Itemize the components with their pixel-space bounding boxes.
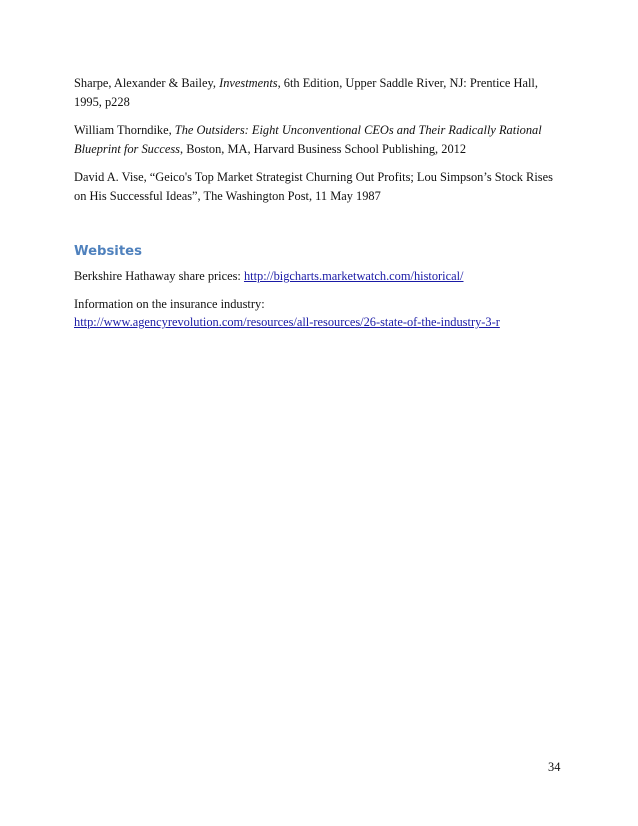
reference-vise bbox=[74, 168, 574, 205]
reference-sharpe bbox=[74, 74, 574, 111]
reference-title-continued: Blueprint for Success bbox=[74, 141, 180, 156]
website-label: Information on the insurance industry: bbox=[74, 297, 265, 311]
website-line bbox=[74, 267, 574, 285]
website-berkshire bbox=[74, 267, 574, 285]
reference-authors: Sharpe, Alexander & Bailey, bbox=[74, 76, 220, 90]
reference-line bbox=[74, 121, 574, 140]
reference-details-continued: 1995, p228 bbox=[74, 94, 130, 109]
reference-details: , 6th Edition, Upper Saddle River, NJ: Prentice Hall, bbox=[277, 76, 538, 90]
bigcharts-link[interactable]: http://bigcharts.marketwatch.com/historical/ bbox=[243, 269, 464, 283]
page-number: 34 bbox=[548, 760, 561, 774]
reference-title: The Outsiders: Eight Unconventional CEOs and Their Radically Rational bbox=[174, 123, 542, 137]
websites-heading: Websites bbox=[74, 244, 142, 259]
agencyrevolution-link[interactable]: http://www.agencyrevolution.com/resources/all-resources/26-state-of-the-industry-3-r bbox=[74, 315, 500, 329]
reference-details: , Boston, MA, Harvard Business School Publishing, 2012 bbox=[180, 141, 467, 156]
reference-thorndike bbox=[74, 121, 574, 158]
reference-line: on His Successful Ideas”, The Washington Post, 11 May 1987 bbox=[74, 188, 381, 203]
website-insurance bbox=[74, 295, 574, 331]
page-content bbox=[74, 74, 574, 331]
reference-title: Investments bbox=[219, 76, 278, 90]
reference-line bbox=[74, 140, 574, 159]
reference-authors: William Thorndike, bbox=[74, 123, 175, 137]
reference-line: David A. Vise, “Geico's Top Market Strategist Churning Out Profits; Lou Simpson’s Stock Rises bbox=[74, 170, 553, 184]
reference-line bbox=[74, 74, 574, 93]
website-line bbox=[74, 313, 574, 331]
website-label: Berkshire Hathaway share prices: bbox=[74, 269, 244, 283]
